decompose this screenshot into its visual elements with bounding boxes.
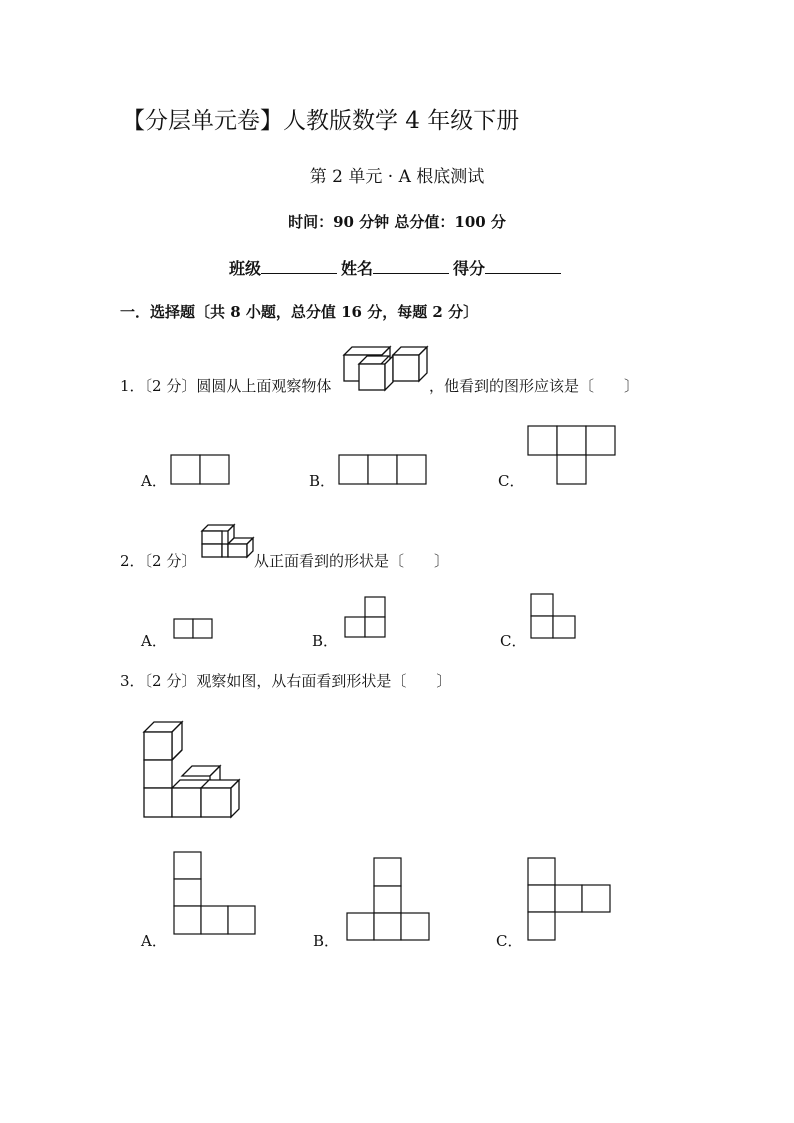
question-2-option-c-label[interactable]: C．	[500, 632, 527, 650]
question-3-score: 〔2 分〕	[144, 672, 197, 690]
score-blank[interactable]	[485, 259, 561, 274]
class-blank[interactable]	[261, 259, 337, 274]
name-blank[interactable]	[373, 259, 449, 274]
question-1-number: 1．	[120, 377, 145, 395]
question-2-score: 〔2 分〕	[144, 552, 197, 570]
question-3-object-figure	[143, 720, 243, 820]
question-2-text-start	[120, 550, 196, 571]
question-1-option-a-figure[interactable]	[171, 455, 229, 485]
question-2-option-b-label[interactable]: B．	[312, 632, 339, 650]
question-3-option-c-label[interactable]: C．	[496, 932, 523, 950]
unit-subtitle: 第 2 单元 · A 根底测试	[309, 167, 485, 187]
question-1-stem-after: ，他看到的图形应该是〔 〕	[429, 377, 640, 395]
question-1-option-b-figure[interactable]	[339, 455, 426, 485]
exam-meta: 时间：90 分钟 总分值：100 分	[288, 213, 506, 231]
page-title: 【分层单元卷】人教版数学 4 年级下册	[122, 108, 520, 134]
question-1-object-figure	[341, 347, 431, 391]
question-3-option-a-label[interactable]: A．	[141, 932, 167, 950]
class-label: 班级	[228, 259, 261, 278]
question-2-option-a-figure[interactable]	[174, 619, 214, 639]
score-label: 得分	[453, 259, 486, 278]
question-3-option-a-figure[interactable]	[174, 852, 256, 936]
question-1-option-c-figure[interactable]	[528, 426, 615, 485]
question-1-stem-before: 圆圆从上面观察物体	[196, 377, 332, 395]
question-3-option-b-figure[interactable]	[347, 858, 430, 942]
student-info-fields	[0, 256, 794, 279]
section-title: 一．选择题〔共 8 小题，总分值 16 分，每题 2 分〕	[120, 303, 479, 321]
question-3-stem: 观察如图，从右面看到形状是〔 〕	[196, 672, 452, 690]
question-2-stem: 从正面看到的形状是〔 〕	[254, 552, 450, 570]
question-3-number: 3．	[120, 672, 145, 690]
question-3-option-b-label[interactable]: B．	[313, 932, 340, 950]
question-2-number: 2．	[120, 552, 145, 570]
question-1-option-c-label[interactable]: C．	[498, 472, 525, 490]
question-2-option-c-figure[interactable]	[531, 594, 577, 640]
name-label: 姓名	[340, 259, 373, 278]
question-1-option-b-label[interactable]: B．	[309, 472, 336, 490]
question-1-text-start	[120, 375, 331, 396]
question-1-score: 〔2 分〕	[144, 377, 197, 395]
question-3-text	[120, 670, 451, 691]
question-2-option-b-figure[interactable]	[345, 597, 387, 639]
question-1-option-a-label[interactable]: A．	[141, 472, 167, 490]
question-2-option-a-label[interactable]: A．	[141, 632, 167, 650]
question-2-object-figure	[201, 524, 253, 558]
question-3-option-c-figure[interactable]	[528, 858, 611, 942]
